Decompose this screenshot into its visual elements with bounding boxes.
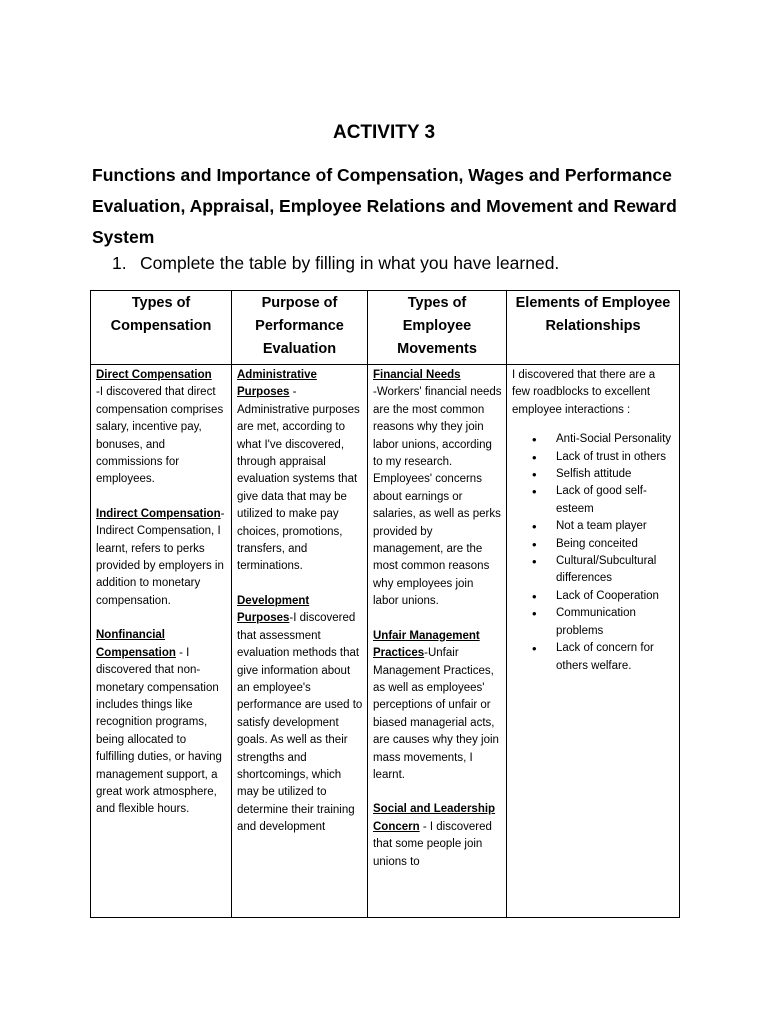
entry-title: Nonfinancial Compensation <box>96 629 176 659</box>
entry-text: - I discovered that non-monetary compensation includes things like recognition programs, being allocated to fulfilling duties, or having management support, a great work atmosphere, and flexible hours. <box>96 646 222 816</box>
evaluation-entry <box>237 593 363 837</box>
relationships-intro: I discovered that there are a few roadblocks to excellent employee interactions : <box>512 369 656 416</box>
header-types-of-employee-movements: Types of Employee Movements <box>368 291 507 365</box>
bullet-icon: • <box>532 606 537 622</box>
header-types-of-compensation: Types of Compensation <box>91 291 232 365</box>
movement-entry <box>373 801 502 871</box>
header-purpose-of-performance-evaluation: Purpose of Performance Evaluation <box>232 291 368 365</box>
entry-title: Direct Compensation <box>96 369 212 381</box>
activity-title: ACTIVITY 3 <box>332 122 436 143</box>
entry-text: -Unfair Management Practices, as well as employees' perceptions of unfair or biased managerial acts, are causes why they join mass movements, I learnt. <box>373 647 499 781</box>
list-item: • Not a team player <box>532 519 647 535</box>
header-elements-of-employee-relationships: Elements of Employee Relationships <box>507 291 680 365</box>
entry-title: Development Purposes <box>237 594 310 625</box>
bullet-icon: • <box>532 484 537 500</box>
list-item: • Cultural/Subcultural differences <box>532 554 657 585</box>
section-heading: Functions and Importance of Compensation, Wages and Performance Evaluation, Appraisal, Employee Relations and Movement and Reward System <box>92 165 677 247</box>
bullet-icon: • <box>532 641 537 657</box>
barrier-list <box>512 431 675 675</box>
cell-movements <box>368 365 507 918</box>
cell-evaluation <box>232 365 368 918</box>
list-item: • Lack of good self-esteem <box>532 484 647 515</box>
list-item: • Communication problems <box>532 606 636 637</box>
entry-title: Financial Needs <box>373 369 461 381</box>
list-item: • Lack of concern for others welfare. <box>532 641 654 672</box>
list-item: • Lack of Cooperation <box>532 588 659 604</box>
cell-relationships <box>507 365 680 918</box>
list-item: • Lack of trust in others <box>532 449 666 465</box>
cell-compensation <box>91 365 232 918</box>
compensation-entry <box>96 367 227 489</box>
list-item: • Selfish attitude <box>532 467 632 483</box>
entry-title: Indirect Compensation <box>96 507 221 520</box>
bullet-icon: • <box>532 554 537 570</box>
entry-text: -Administrative purposes are met, according to what I've discovered, through appraisal evaluation systems that give data that may be utilized to make pay choices, promotions, transfers, and terminations. <box>237 386 360 573</box>
entry-title: Social and Leadership Concern <box>373 803 496 833</box>
list-item: • Being conceited <box>532 536 638 552</box>
instruction-text: Complete the table by filling in what you have learned. <box>140 253 560 273</box>
entry-text: -I discovered that assessment evaluation methods that give information about an employee's performance are used to satisfy development goals. As well as their strengths and shortcomings, which may be utilized to determine their training and development <box>237 612 363 834</box>
bullet-icon: • <box>532 588 537 604</box>
movement-entry <box>373 628 502 785</box>
bullet-icon: • <box>532 536 537 552</box>
entry-title: Unfair Management Practices <box>373 629 480 660</box>
learning-table <box>90 290 680 918</box>
list-item: • Anti-Social Personality <box>532 432 672 448</box>
entry-text: -Workers' financial needs are the most common reasons why they join labor unions, according to my research. Employees' concerns about earnings or salaries, as well as perks provided by management, are the most common reasons why employees join labor unions. <box>373 386 502 608</box>
entry-text: - I discovered that some people join unions to <box>373 820 492 868</box>
entry-text: -I discovered that direct compensation comprises salary, incentive pay, bonuses, and commissions for employees. <box>96 386 224 486</box>
instruction-number: 1. <box>112 253 127 273</box>
compensation-entry <box>96 627 227 818</box>
table-header-row <box>91 291 680 365</box>
entry-text: -Indirect Compensation, I learnt, refers to perks provided by employers in addition to monetary compensation. <box>96 507 225 607</box>
movement-entry <box>373 367 502 611</box>
entry-title: Administrative Purposes <box>237 369 317 399</box>
bullet-icon: • <box>532 467 537 483</box>
bullet-icon: • <box>532 449 537 465</box>
table-row <box>91 365 680 918</box>
bullet-icon: • <box>532 432 537 448</box>
bullet-icon: • <box>532 519 537 535</box>
instruction <box>112 253 672 274</box>
evaluation-entry <box>237 367 363 576</box>
compensation-entry <box>96 506 227 610</box>
